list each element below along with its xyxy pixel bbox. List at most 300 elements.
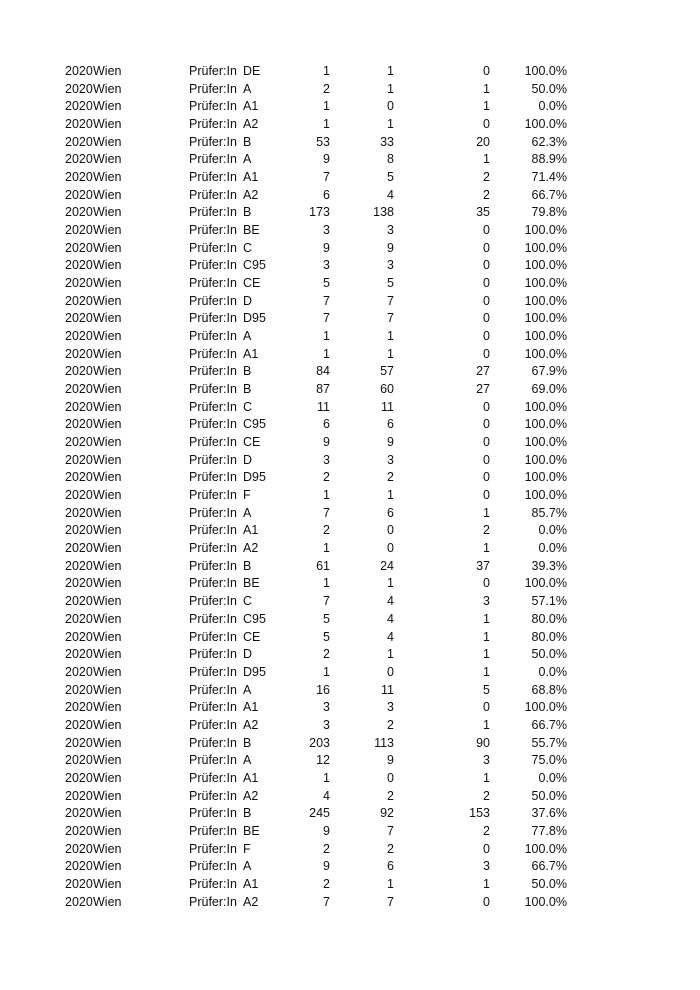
cell-total: 1 [323, 770, 330, 785]
cell-role: Prüfer:In [189, 134, 237, 149]
cell-failed: 2 [483, 187, 490, 202]
cell-year: 2020 [65, 382, 93, 397]
cell-role: Prüfer:In [189, 435, 237, 450]
cell-total: 9 [323, 240, 330, 255]
cell-pass-rate: 100.0% [524, 346, 567, 361]
cell-total: 2 [323, 81, 330, 96]
cell-passed: 3 [387, 223, 394, 238]
cell-failed: 1 [483, 876, 490, 891]
cell-total: 84 [316, 364, 330, 379]
cell-year: 2020 [65, 99, 93, 114]
cell-total: 3 [323, 223, 330, 238]
cell-passed: 2 [387, 841, 394, 856]
table-row [0, 416, 700, 434]
cell-total: 7 [323, 311, 330, 326]
cell-total: 9 [323, 152, 330, 167]
cell-role: Prüfer:In [189, 700, 237, 715]
cell-failed: 0 [483, 64, 490, 78]
cell-failed: 0 [483, 329, 490, 344]
cell-license-class: A [243, 329, 252, 344]
cell-failed: 0 [483, 399, 490, 414]
cell-passed: 0 [387, 99, 394, 114]
cell-city: Wien [93, 399, 122, 414]
cell-passed: 6 [387, 859, 394, 874]
cell-total: 53 [316, 134, 330, 149]
cell-pass-rate: 0.0% [538, 99, 567, 114]
cell-failed: 0 [483, 240, 490, 255]
cell-license-class: F [243, 841, 251, 856]
cell-city: Wien [93, 682, 122, 697]
cell-city: Wien [93, 717, 122, 732]
cell-city: Wien [93, 488, 122, 503]
cell-role: Prüfer:In [189, 81, 237, 96]
table-row [0, 894, 700, 912]
cell-license-class: D [243, 293, 253, 308]
cell-failed: 0 [483, 452, 490, 467]
cell-failed: 1 [483, 152, 490, 167]
cell-passed: 3 [387, 258, 394, 273]
cell-year: 2020 [65, 134, 93, 149]
cell-failed: 5 [483, 682, 490, 697]
cell-role: Prüfer:In [189, 717, 237, 732]
cell-city: Wien [93, 894, 122, 909]
cell-year: 2020 [65, 205, 93, 220]
cell-city: Wien [93, 364, 122, 379]
cell-role: Prüfer:In [189, 170, 237, 185]
table-row [0, 469, 700, 487]
table-row [0, 752, 700, 770]
cell-year: 2020 [65, 152, 93, 167]
table-row [0, 293, 700, 311]
cell-role: Prüfer:In [189, 806, 237, 821]
cell-license-class: A [243, 152, 252, 167]
cell-passed: 1 [387, 576, 394, 591]
cell-role: Prüfer:In [189, 117, 237, 132]
table-row [0, 770, 700, 788]
cell-license-class: A1 [243, 170, 259, 185]
table-row [0, 98, 700, 116]
cell-pass-rate: 71.4% [531, 170, 567, 185]
cell-city: Wien [93, 806, 122, 821]
cell-failed: 1 [483, 505, 490, 520]
cell-year: 2020 [65, 293, 93, 308]
cell-pass-rate: 55.7% [531, 735, 567, 750]
cell-total: 3 [323, 452, 330, 467]
cell-city: Wien [93, 753, 122, 768]
cell-passed: 3 [387, 700, 394, 715]
cell-year: 2020 [65, 417, 93, 432]
cell-pass-rate: 68.8% [531, 682, 567, 697]
cell-pass-rate: 75.0% [531, 753, 567, 768]
cell-pass-rate: 100.0% [524, 117, 567, 132]
cell-city: Wien [93, 735, 122, 750]
table-row [0, 222, 700, 240]
cell-pass-rate: 100.0% [524, 399, 567, 414]
cell-role: Prüfer:In [189, 470, 237, 485]
cell-total: 6 [323, 417, 330, 432]
cell-pass-rate: 50.0% [531, 788, 567, 803]
cell-passed: 1 [387, 346, 394, 361]
cell-passed: 24 [380, 558, 394, 573]
cell-failed: 153 [469, 806, 490, 821]
table-row [0, 717, 700, 735]
cell-pass-rate: 39.3% [531, 558, 567, 573]
cell-year: 2020 [65, 81, 93, 96]
cell-failed: 3 [483, 594, 490, 609]
cell-city: Wien [93, 346, 122, 361]
cell-year: 2020 [65, 717, 93, 732]
cell-license-class: A2 [243, 788, 259, 803]
cell-failed: 2 [483, 523, 490, 538]
cell-failed: 0 [483, 258, 490, 273]
cell-failed: 1 [483, 664, 490, 679]
cell-passed: 6 [387, 417, 394, 432]
table-row [0, 823, 700, 841]
cell-license-class: B [243, 134, 252, 149]
cell-role: Prüfer:In [189, 99, 237, 114]
table-row [0, 805, 700, 823]
cell-city: Wien [93, 81, 122, 96]
cell-city: Wien [93, 664, 122, 679]
cell-pass-rate: 100.0% [524, 452, 567, 467]
cell-city: Wien [93, 611, 122, 626]
cell-failed: 0 [483, 293, 490, 308]
cell-license-class: A1 [243, 99, 259, 114]
cell-role: Prüfer:In [189, 594, 237, 609]
cell-total: 1 [323, 541, 330, 556]
cell-year: 2020 [65, 435, 93, 450]
table-row [0, 664, 700, 682]
cell-role: Prüfer:In [189, 682, 237, 697]
cell-year: 2020 [65, 647, 93, 662]
cell-year: 2020 [65, 894, 93, 909]
cell-passed: 33 [380, 134, 394, 149]
table-row [0, 399, 700, 417]
cell-pass-rate: 100.0% [524, 64, 567, 78]
cell-license-class: A1 [243, 523, 259, 538]
cell-year: 2020 [65, 258, 93, 273]
cell-passed: 138 [373, 205, 394, 220]
cell-city: Wien [93, 788, 122, 803]
cell-total: 2 [323, 876, 330, 891]
cell-pass-rate: 100.0% [524, 223, 567, 238]
cell-total: 1 [323, 329, 330, 344]
table-row [0, 151, 700, 169]
cell-license-class: A1 [243, 770, 259, 785]
cell-pass-rate: 100.0% [524, 240, 567, 255]
cell-city: Wien [93, 435, 122, 450]
cell-pass-rate: 100.0% [524, 258, 567, 273]
cell-city: Wien [93, 240, 122, 255]
cell-failed: 0 [483, 488, 490, 503]
table-row [0, 858, 700, 876]
cell-pass-rate: 100.0% [524, 894, 567, 909]
cell-pass-rate: 80.0% [531, 611, 567, 626]
cell-passed: 0 [387, 541, 394, 556]
cell-failed: 3 [483, 859, 490, 874]
table-row [0, 81, 700, 99]
cell-license-class: B [243, 806, 252, 821]
cell-role: Prüfer:In [189, 541, 237, 556]
cell-failed: 35 [476, 205, 490, 220]
cell-city: Wien [93, 505, 122, 520]
cell-failed: 0 [483, 576, 490, 591]
cell-passed: 5 [387, 170, 394, 185]
cell-license-class: A [243, 682, 252, 697]
cell-license-class: BE [243, 823, 260, 838]
cell-total: 9 [323, 435, 330, 450]
cell-pass-rate: 66.7% [531, 859, 567, 874]
cell-city: Wien [93, 470, 122, 485]
cell-license-class: B [243, 558, 252, 573]
cell-license-class: D95 [243, 311, 266, 326]
cell-pass-rate: 85.7% [531, 505, 567, 520]
cell-passed: 2 [387, 788, 394, 803]
table-row [0, 381, 700, 399]
cell-license-class: B [243, 382, 252, 397]
cell-license-class: A [243, 859, 252, 874]
cell-total: 7 [323, 894, 330, 909]
cell-city: Wien [93, 382, 122, 397]
cell-year: 2020 [65, 187, 93, 202]
table-row [0, 204, 700, 222]
table-row [0, 63, 700, 81]
cell-failed: 0 [483, 223, 490, 238]
table-row [0, 593, 700, 611]
cell-year: 2020 [65, 770, 93, 785]
table-row [0, 841, 700, 859]
cell-license-class: B [243, 364, 252, 379]
cell-failed: 37 [476, 558, 490, 573]
cell-failed: 1 [483, 770, 490, 785]
cell-passed: 11 [381, 399, 394, 414]
cell-city: Wien [93, 187, 122, 202]
cell-total: 1 [323, 664, 330, 679]
table-row [0, 522, 700, 540]
cell-role: Prüfer:In [189, 735, 237, 750]
cell-role: Prüfer:In [189, 576, 237, 591]
cell-role: Prüfer:In [189, 258, 237, 273]
cell-role: Prüfer:In [189, 187, 237, 202]
cell-license-class: F [243, 488, 251, 503]
cell-role: Prüfer:In [189, 223, 237, 238]
cell-license-class: C [243, 594, 253, 609]
cell-pass-rate: 0.0% [538, 541, 567, 556]
cell-role: Prüfer:In [189, 364, 237, 379]
cell-role: Prüfer:In [189, 205, 237, 220]
cell-license-class: BE [243, 223, 260, 238]
cell-pass-rate: 100.0% [524, 417, 567, 432]
cell-total: 1 [323, 576, 330, 591]
cell-year: 2020 [65, 841, 93, 856]
cell-role: Prüfer:In [189, 876, 237, 891]
cell-passed: 9 [387, 753, 394, 768]
table-row [0, 876, 700, 894]
cell-pass-rate: 50.0% [531, 876, 567, 891]
cell-license-class: A1 [243, 700, 259, 715]
cell-license-class: C95 [243, 417, 266, 432]
cell-passed: 60 [380, 382, 394, 397]
cell-total: 16 [316, 682, 330, 697]
cell-passed: 9 [387, 240, 394, 255]
table-row [0, 611, 700, 629]
cell-total: 6 [323, 187, 330, 202]
cell-role: Prüfer:In [189, 841, 237, 856]
cell-license-class: A2 [243, 717, 259, 732]
cell-pass-rate: 80.0% [531, 629, 567, 644]
cell-role: Prüfer:In [189, 64, 237, 78]
cell-pass-rate: 66.7% [531, 717, 567, 732]
cell-role: Prüfer:In [189, 753, 237, 768]
cell-passed: 4 [387, 594, 394, 609]
cell-year: 2020 [65, 488, 93, 503]
cell-failed: 90 [476, 735, 490, 750]
cell-role: Prüfer:In [189, 823, 237, 838]
cell-pass-rate: 100.0% [524, 576, 567, 591]
table-row [0, 682, 700, 700]
cell-total: 12 [316, 753, 330, 768]
cell-role: Prüfer:In [189, 382, 237, 397]
cell-role: Prüfer:In [189, 664, 237, 679]
cell-role: Prüfer:In [189, 788, 237, 803]
cell-passed: 2 [387, 470, 394, 485]
cell-passed: 11 [381, 682, 394, 697]
cell-total: 2 [323, 647, 330, 662]
cell-city: Wien [93, 841, 122, 856]
cell-city: Wien [93, 594, 122, 609]
cell-license-class: D95 [243, 664, 266, 679]
cell-year: 2020 [65, 452, 93, 467]
cell-license-class: A2 [243, 187, 259, 202]
cell-license-class: A [243, 81, 252, 96]
cell-failed: 0 [483, 311, 490, 326]
cell-license-class: A2 [243, 541, 259, 556]
cell-pass-rate: 100.0% [524, 470, 567, 485]
cell-total: 11 [317, 399, 330, 414]
cell-pass-rate: 77.8% [531, 823, 567, 838]
cell-pass-rate: 88.9% [531, 152, 567, 167]
cell-city: Wien [93, 700, 122, 715]
cell-failed: 3 [483, 753, 490, 768]
cell-passed: 8 [387, 152, 394, 167]
cell-failed: 1 [483, 541, 490, 556]
cell-failed: 27 [476, 382, 490, 397]
cell-year: 2020 [65, 470, 93, 485]
cell-city: Wien [93, 117, 122, 132]
cell-license-class: CE [243, 435, 261, 450]
cell-year: 2020 [65, 788, 93, 803]
cell-city: Wien [93, 276, 122, 291]
cell-city: Wien [93, 576, 122, 591]
cell-pass-rate: 0.0% [538, 770, 567, 785]
cell-role: Prüfer:In [189, 629, 237, 644]
cell-role: Prüfer:In [189, 399, 237, 414]
cell-failed: 1 [483, 611, 490, 626]
cell-total: 5 [323, 629, 330, 644]
cell-pass-rate: 0.0% [538, 523, 567, 538]
cell-total: 9 [323, 859, 330, 874]
cell-license-class: C95 [243, 611, 266, 626]
cell-failed: 1 [483, 717, 490, 732]
cell-passed: 7 [387, 293, 394, 308]
cell-total: 203 [309, 735, 330, 750]
cell-failed: 1 [483, 81, 490, 96]
cell-failed: 0 [483, 435, 490, 450]
cell-passed: 0 [387, 770, 394, 785]
cell-license-class: C95 [243, 258, 266, 273]
cell-pass-rate: 100.0% [524, 276, 567, 291]
cell-year: 2020 [65, 876, 93, 891]
cell-role: Prüfer:In [189, 276, 237, 291]
cell-city: Wien [93, 293, 122, 308]
table-row [0, 505, 700, 523]
cell-city: Wien [93, 541, 122, 556]
table-row [0, 310, 700, 328]
cell-pass-rate: 100.0% [524, 435, 567, 450]
cell-failed: 0 [483, 117, 490, 132]
table-row [0, 187, 700, 205]
cell-pass-rate: 79.8% [531, 205, 567, 220]
table-row [0, 735, 700, 753]
cell-passed: 6 [387, 505, 394, 520]
cell-license-class: A [243, 753, 252, 768]
cell-passed: 7 [387, 823, 394, 838]
cell-passed: 1 [387, 329, 394, 344]
cell-passed: 57 [380, 364, 394, 379]
cell-pass-rate: 69.0% [531, 382, 567, 397]
cell-passed: 1 [387, 488, 394, 503]
cell-pass-rate: 100.0% [524, 700, 567, 715]
cell-year: 2020 [65, 664, 93, 679]
cell-year: 2020 [65, 594, 93, 609]
cell-city: Wien [93, 558, 122, 573]
cell-total: 3 [323, 717, 330, 732]
table-row [0, 240, 700, 258]
cell-role: Prüfer:In [189, 152, 237, 167]
cell-total: 2 [323, 523, 330, 538]
cell-city: Wien [93, 311, 122, 326]
cell-pass-rate: 100.0% [524, 293, 567, 308]
cell-year: 2020 [65, 223, 93, 238]
table-row [0, 629, 700, 647]
cell-license-class: A2 [243, 117, 259, 132]
cell-passed: 0 [387, 664, 394, 679]
cell-total: 1 [323, 64, 330, 78]
table-row [0, 275, 700, 293]
table-row [0, 575, 700, 593]
cell-city: Wien [93, 647, 122, 662]
cell-passed: 92 [380, 806, 394, 821]
cell-role: Prüfer:In [189, 770, 237, 785]
cell-license-class: D95 [243, 470, 266, 485]
cell-passed: 113 [374, 735, 394, 750]
cell-role: Prüfer:In [189, 240, 237, 255]
cell-failed: 27 [476, 364, 490, 379]
cell-total: 5 [323, 276, 330, 291]
cell-passed: 4 [387, 629, 394, 644]
cell-license-class: A1 [243, 876, 259, 891]
cell-year: 2020 [65, 170, 93, 185]
cell-year: 2020 [65, 859, 93, 874]
cell-total: 7 [323, 170, 330, 185]
cell-passed: 7 [387, 311, 394, 326]
cell-failed: 2 [483, 788, 490, 803]
cell-passed: 1 [387, 876, 394, 891]
cell-passed: 7 [387, 894, 394, 909]
cell-license-class: C [243, 399, 253, 414]
cell-city: Wien [93, 205, 122, 220]
cell-passed: 5 [387, 276, 394, 291]
